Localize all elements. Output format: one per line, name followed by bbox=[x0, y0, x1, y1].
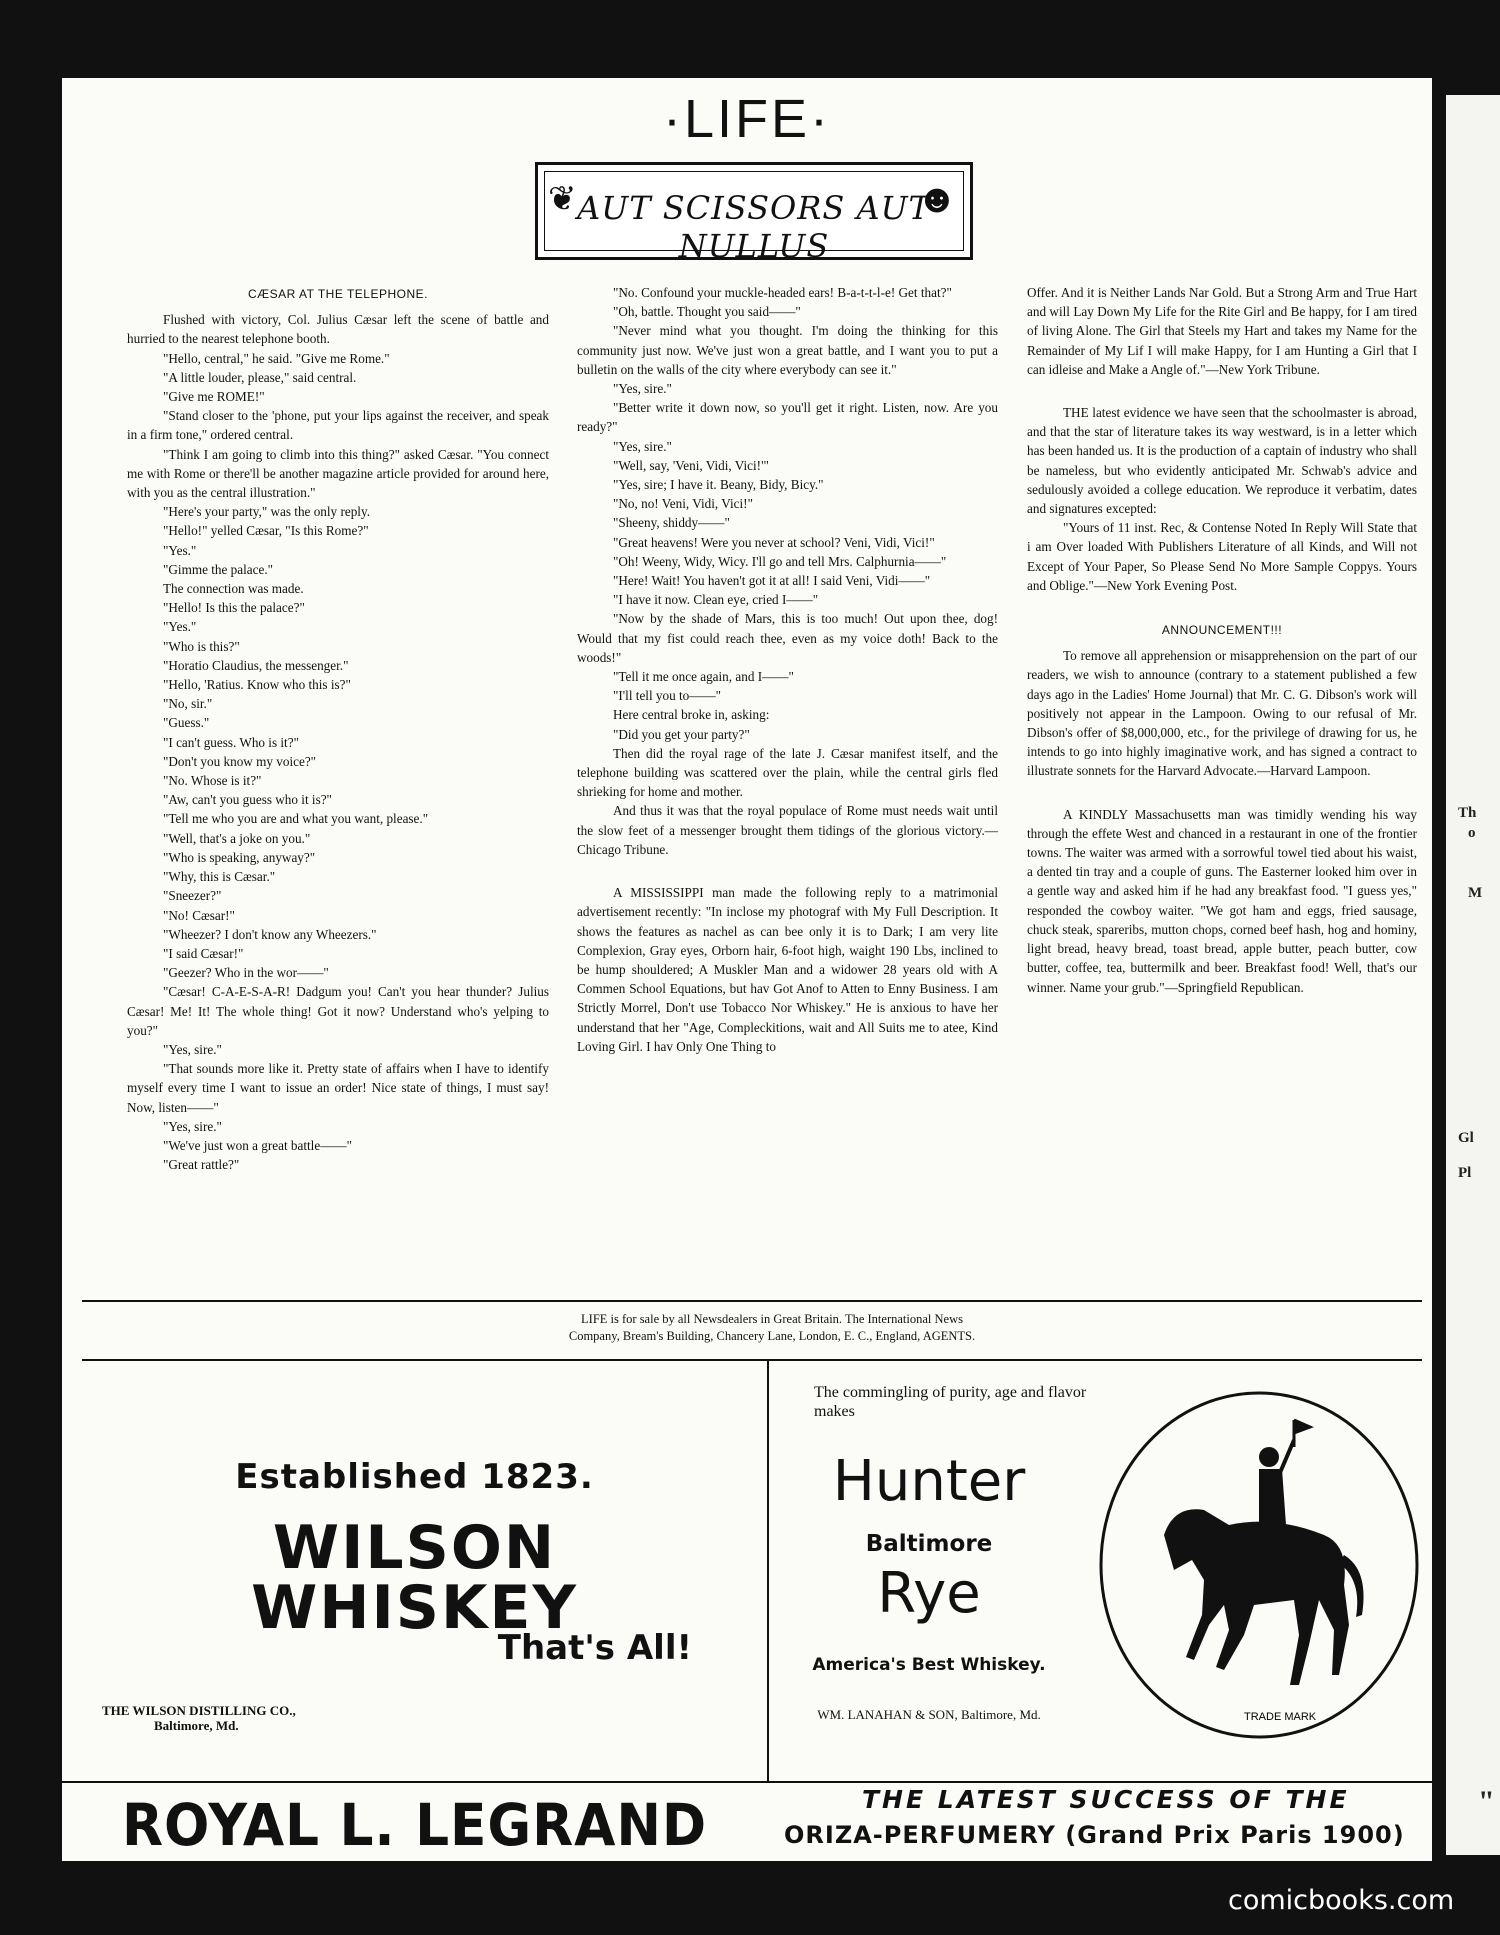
page-fragment: Gl bbox=[1458, 1130, 1474, 1146]
paragraph: "Yes, sire." bbox=[163, 1041, 222, 1057]
paragraph: "Think I am going to climb into this thing?" asked Cæsar. "You connect me with Rome or there'll be another magazine article provided for around here, with you as the central illustration." bbox=[127, 446, 549, 501]
wilson-whiskey-ad bbox=[62, 1363, 767, 1781]
spacer bbox=[1027, 379, 1417, 403]
ad-brand-name: Hunter bbox=[832, 1449, 1026, 1514]
lion-ornament-icon: ❦ bbox=[548, 181, 577, 218]
paragraph: "Hello, 'Ratius. Know who this is?" bbox=[163, 677, 351, 693]
paragraph: "Yes, sire." bbox=[613, 381, 672, 397]
ad-company bbox=[102, 1703, 296, 1733]
paragraph: "We've just won a great battle——" bbox=[163, 1137, 352, 1153]
paragraph: "Cæsar! C-A-E-S-A-R! Dadgum you! Can't you hear thunder? Julius Cæsar! Me! It! The whole thing! Got it now? Understand who's yelping to you?" bbox=[127, 984, 549, 1038]
paragraph: "Why, this is Cæsar." bbox=[163, 869, 276, 885]
paragraph: Flushed with victory, Col. Julius Cæsar left the scene of battle and hurried to the nearest telephone booth. bbox=[127, 312, 549, 347]
paragraph: "No. Confound your muckle-headed ears! B-a-t-t-l-e! Get that?" bbox=[613, 285, 952, 300]
announcement-heading: ANNOUNCEMENT!!! bbox=[1161, 623, 1283, 638]
paragraph: "A little louder, please," said central. bbox=[163, 369, 357, 385]
paragraph: And thus it was that the royal populace of Rome must needs wait until the slow feet of a messenger brought them tidings of the glorious victory.—Chicago Tribune. bbox=[577, 803, 998, 857]
article-heading: CÆSAR AT THE TELEPHONE. bbox=[248, 287, 428, 301]
divider bbox=[82, 1300, 1422, 1302]
paragraph: "No, sir." bbox=[163, 696, 213, 712]
paragraph: Here central broke in, asking: bbox=[613, 707, 770, 723]
paragraph: "Gimme the palace." bbox=[163, 561, 273, 577]
column-3 bbox=[1027, 283, 1417, 997]
paragraph: "Yes." bbox=[163, 542, 197, 558]
ad-slogan: America's Best Whiskey. bbox=[812, 1655, 1046, 1675]
paragraph: "No. Whose is it?" bbox=[163, 773, 262, 789]
ad-city: Baltimore bbox=[865, 1531, 993, 1557]
trademark-label: TRADE MARK bbox=[1244, 1711, 1317, 1723]
paragraph: To remove all apprehension or misapprehension on the part of our readers, we wish to announce (contrary to a statement published a few days ago in the Ladies' Home Journal) that Mr. C. G. Dibson's work will positively not appear in the Lampoon. Owing to our refusal of Mr. Dibson's offer of $8,000,000, etc., for the privilege of drawing for us, he intends to go into highly imaginative work, and has signed a contract to illustrate sonnets for the Harvard Advocate.—Harvard Lampoon. bbox=[1027, 648, 1417, 779]
page-fragment: o bbox=[1468, 825, 1476, 841]
paragraph: "Better write it down now, so you'll get it right. Listen, now. Are you ready?" bbox=[577, 400, 998, 435]
paragraph: "Yes." bbox=[163, 619, 197, 635]
masthead: ·LIFE· bbox=[662, 89, 831, 149]
paragraph: "Who is this?" bbox=[163, 638, 240, 654]
paragraph: "Here's your party," was the only reply. bbox=[163, 504, 370, 520]
ad-established: Established 1823. bbox=[235, 1457, 594, 1497]
paragraph: "Oh! Weeny, Widy, Wicy. I'll go and tell Mrs. Calphurnia——" bbox=[613, 553, 947, 569]
page-fragment: M bbox=[1468, 885, 1483, 901]
hunter-rye-ad bbox=[769, 1363, 1432, 1781]
legrand-perfume-ad bbox=[62, 1783, 1432, 1861]
paragraph: "I said Cæsar!" bbox=[163, 945, 244, 961]
paragraph: "Well, say, 'Veni, Vidi, Vici!'" bbox=[613, 457, 769, 473]
jester-head-icon: ☻ bbox=[915, 176, 958, 221]
ad-subline: ORIZA-PERFUMERY (Grand Prix Paris 1900) bbox=[784, 1821, 1405, 1849]
article-body bbox=[1027, 283, 1417, 379]
paragraph: "Hello!" yelled Cæsar, "Is this Rome?" bbox=[163, 523, 369, 539]
company-city: Baltimore, Md. bbox=[154, 1718, 239, 1733]
article-body bbox=[577, 883, 998, 1056]
magazine-page bbox=[62, 78, 1432, 1861]
paragraph: Offer. And it is Neither Lands Nar Gold. But a Strong Arm and True Hart and will Lay Down My Life for the Rite Girl and Be happy, for I am tired of living Alone. The Girl that Steels my Hart and takes my Name for the Remainder of My Lif I will make Happy, for I am Hunting a Girl that I can idleise and Make a Angle of."—New York Tribune. bbox=[1027, 285, 1417, 377]
paragraph: "I can't guess. Who is it?" bbox=[163, 734, 299, 750]
paragraph: "Yes, sire; I have it. Beany, Bidy, Bicy." bbox=[613, 477, 824, 493]
ad-brand-line: WILSON bbox=[272, 1513, 557, 1583]
article-body bbox=[1027, 403, 1417, 595]
paragraph: "Yes, sire." bbox=[163, 1118, 222, 1134]
section-banner bbox=[535, 162, 973, 265]
banner-motto: AUT SCISSORS AUT NULLUS bbox=[577, 189, 931, 265]
paragraph: "Great rattle?" bbox=[163, 1157, 240, 1173]
paragraph: A KINDLY Massachusetts man was timidly wending his way through the effete West and chanced in a restaurant in one of the frontier towns. The waiter was armed with a sorrowful towel tied about his waist, a dented tin tray and a couple of guns. The Easterner looked him over in a gentle way and asked him if he had any breakfast food. "I guess yes," responded the cowboy waiter. "We got ham and eggs, fried sausage, chuck steak, spareribs, mutton chops, corned beef hash, hog and hominy, light bread, heavy bread, toast bread, apple butter, peach butter, cow butter, coffee, tea, buttermilk and beer. Breakfast food! Well, that's our winner. Name your grub."—Springfield Republican. bbox=[1027, 806, 1417, 995]
paragraph: "Here! Wait! You haven't got it at all! I said Veni, Vidi——" bbox=[613, 573, 931, 589]
paragraph: "Wheezer? I don't know any Wheezers." bbox=[163, 926, 377, 942]
page-fragment: Th bbox=[1458, 805, 1477, 821]
paragraph: "Now by the shade of Mars, this is too much! Out upon thee, dog! Would that my fist could reach thee, even as my voice doth! Back to the woods!" bbox=[577, 611, 998, 665]
article-body bbox=[1027, 646, 1417, 780]
spacer bbox=[1027, 781, 1417, 805]
ad-maker: WM. LANAHAN & SON, Baltimore, Md. bbox=[817, 1707, 1041, 1722]
spacer bbox=[577, 859, 998, 883]
paragraph: "Did you get your party?" bbox=[613, 726, 750, 742]
paragraph: "Who is speaking, anyway?" bbox=[163, 849, 316, 865]
paragraph: "Sneezer?" bbox=[163, 888, 222, 904]
paragraph: "Yours of 11 inst. Rec, & Contense Noted In Reply Will State that i am Over loaded With Publishers Literature of all Kinds, and Will not Except of Your Paper, So Please Send No More Sample Coppys. Yours and Oblige."—New York Evening Post. bbox=[1027, 520, 1417, 593]
paragraph: "Tell me who you are and what you want, please." bbox=[163, 811, 429, 827]
paragraph: A MISSISSIPPI man made the following reply to a matrimonial advertisement recently: "In inclose my photograf with My Full Description. It shows the features as nachel as can bee only it is to Dark; I am very lite Complexion, Gray eyes, Orborn hair, 6-foot high, waight 190 Lbs, inclined to be hump shouldered; A Muskler Man and a widower 28 years old with A Commen School Equations, but hav Got Anof to Atten to Enny Business. I am Strictly Morrel, Don't use Tobacco Nor Whiskey." He is anxious to have her understand that her "Age, Compleckitions, wait and All Suits me to atee, Kind Loving Girl. I hav Only One Thing to bbox=[577, 885, 998, 1054]
paragraph: "Well, that's a joke on you." bbox=[163, 830, 311, 846]
paragraph: "Oh, battle. Thought you said——" bbox=[613, 304, 801, 320]
paragraph: "Don't you know my voice?" bbox=[163, 753, 317, 769]
paragraph: The connection was made. bbox=[163, 581, 304, 597]
paragraph: "Yes, sire." bbox=[613, 438, 672, 454]
sales-notice bbox=[127, 1311, 1417, 1345]
spacer bbox=[1027, 595, 1417, 619]
article-body bbox=[577, 283, 998, 859]
column-1 bbox=[127, 283, 549, 1174]
article-body bbox=[127, 310, 549, 1174]
notice-line: Company, Bream's Building, Chancery Lane, London, E. C., England, AGENTS. bbox=[568, 1329, 976, 1343]
paragraph: "I have it now. Clean eye, cried I——" bbox=[613, 592, 819, 608]
ad-intro: The commingling of purity, age and flavor makes bbox=[814, 1384, 1087, 1420]
paragraph: "Give me ROME!" bbox=[163, 389, 265, 405]
paragraph: "Stand closer to the 'phone, put your lips against the receiver, and speak in a firm tone," ordered central. bbox=[127, 408, 549, 443]
divider bbox=[82, 1359, 1422, 1361]
page-fragment: Pl bbox=[1458, 1165, 1472, 1181]
paragraph: "Tell it me once again, and I——" bbox=[613, 669, 794, 685]
paragraph: "No! Cæsar!" bbox=[163, 907, 235, 923]
page-fragment: " bbox=[1478, 1785, 1495, 1818]
paragraph: THE latest evidence we have seen that the schoolmaster is abroad, and that the star of literature takes its way westward, is in a letter which has been handed us. It is the production of a captain of industry who shall be nameless, but who evidently anticipated Mr. Schwab's advice and sedulously avoided a college education. We reproduce it verbatim, dates and signatures excepted: bbox=[1027, 405, 1417, 517]
ad-brand-name: Rye bbox=[877, 1561, 981, 1626]
paragraph: "Aw, can't you guess who it is?" bbox=[163, 792, 332, 808]
company-name: THE WILSON DISTILLING CO., bbox=[102, 1703, 296, 1718]
paragraph: "Horatio Claudius, the messenger." bbox=[163, 657, 349, 673]
paragraph: "Great heavens! Were you never at school? Veni, Vidi, Vici!" bbox=[613, 534, 935, 550]
paragraph: "No, no! Veni, Vidi, Vici!" bbox=[613, 496, 753, 512]
ad-brand: ROYAL L. LEGRAND bbox=[122, 1791, 708, 1859]
adjacent-page-edge bbox=[1446, 95, 1500, 1855]
ad-brand-line: WHISKEY bbox=[251, 1573, 578, 1643]
paragraph: "That sounds more like it. Pretty state of affairs when I have to identify myself every time I want to issue an order! Nice state of things, I must say! Now, listen——" bbox=[127, 1061, 549, 1115]
ad-headline: THE LATEST SUCCESS OF THE bbox=[862, 1785, 1350, 1814]
horse-rider-trademark-icon bbox=[1094, 1385, 1424, 1745]
paragraph: Then did the royal rage of the late J. Cæsar manifest itself, and the telephone building was scattered over the plain, while the central girls fled shrieking for home and mother. bbox=[577, 745, 998, 800]
ad-tagline: That's All! bbox=[497, 1628, 692, 1668]
watermark: comicbooks.com bbox=[1228, 1885, 1455, 1916]
paragraph: "Guess." bbox=[163, 715, 210, 731]
notice-line: LIFE is for sale by all Newsdealers in Great Britain. The International News bbox=[581, 1312, 963, 1326]
paragraph: "Hello! Is this the palace?" bbox=[163, 600, 305, 616]
article-body bbox=[1027, 805, 1417, 997]
paragraph: "Geezer? Who in the wor——" bbox=[163, 965, 329, 981]
column-2 bbox=[577, 283, 998, 1056]
paragraph: "Hello, central," he said. "Give me Rome." bbox=[163, 350, 390, 366]
paragraph: "Never mind what you thought. I'm doing the thinking for this community just now. We've just won a great battle, and I want you to put a bulletin on the walls of the city where everybody can see it." bbox=[577, 323, 998, 377]
paragraph: "I'll tell you to——" bbox=[613, 688, 722, 704]
paragraph: "Sheeny, shiddy——" bbox=[613, 515, 730, 531]
